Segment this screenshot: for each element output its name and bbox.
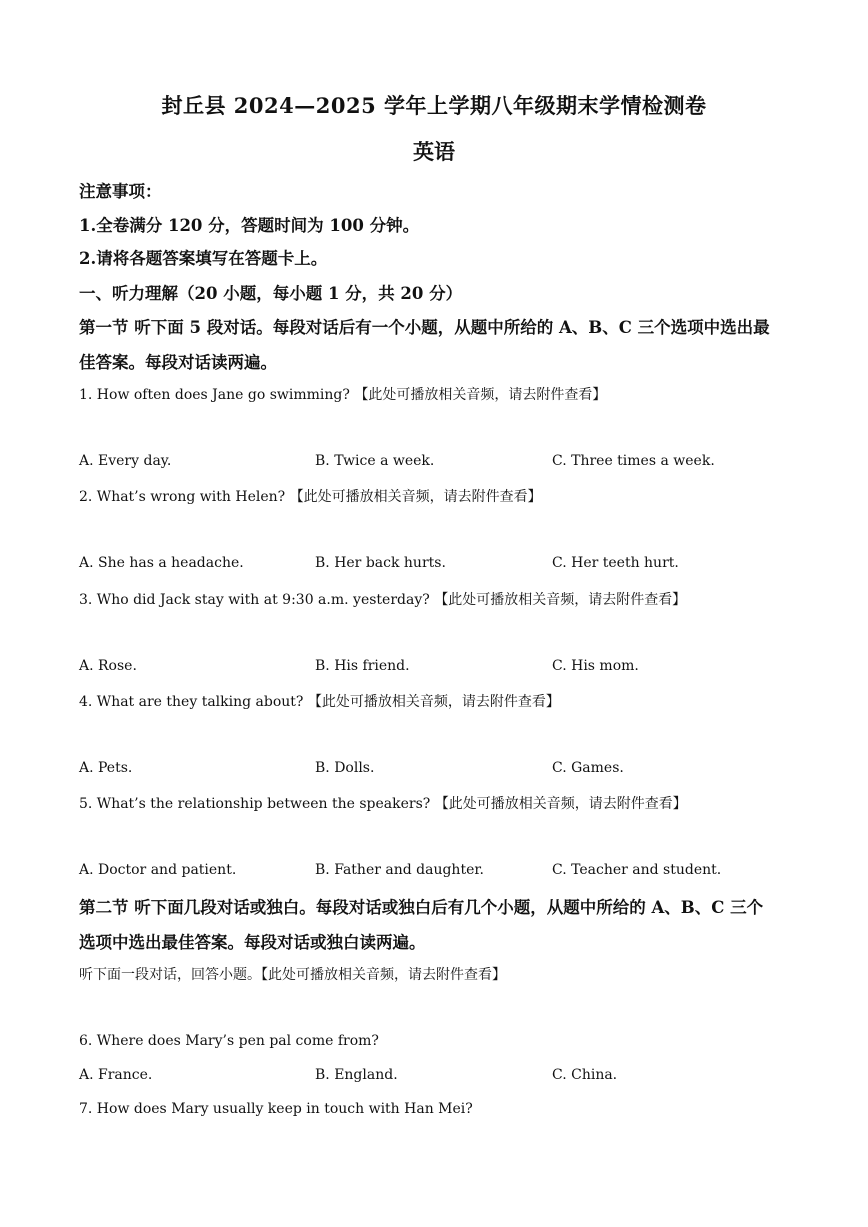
question-6-option-c: C. China. (552, 1067, 618, 1083)
notes-item-2: 2.请将各题答案填写在答题卡上。 (79, 249, 328, 268)
dialogue-prompt: 听下面一段对话，回答小题。【此处可播放相关音频，请去附件查看】 (79, 967, 506, 983)
question-5: 5. What’s the relationship between the speakers? 【此处可播放相关音频，请去附件查看】 (79, 796, 687, 812)
section2-instruction-line1: 第二节 听下面几段对话或独白。每段对话或独白后有几个小题，从题中所给的 A、B、C 三个 (79, 898, 764, 917)
question-1-option-a: A. Every day. (79, 453, 172, 469)
question-4: 4. What are they talking about? 【此处可播放相关音频，请去附件查看】 (79, 694, 560, 710)
question-3-option-a: A. Rose. (79, 658, 137, 674)
notes-heading: 注意事项： (79, 182, 162, 201)
question-3-option-c: C. His mom. (552, 658, 639, 674)
section1-instruction-line2: 佳答案。每段对话读两遍。 (79, 353, 277, 372)
section2-instruction-line2: 选项中选出最佳答案。每段对话或独白读两遍。 (79, 933, 426, 952)
question-5-option-c: C. Teacher and student. (552, 862, 722, 878)
question-3: 3. Who did Jack stay with at 9:30 a.m. yesterday? 【此处可播放相关音频，请去附件查看】 (79, 592, 687, 608)
question-5-option-a: A. Doctor and patient. (79, 862, 237, 878)
question-7: 7. How does Mary usually keep in touch with Han Mei? (79, 1101, 473, 1117)
question-6-option-b: B. England. (315, 1067, 398, 1083)
section1-instruction-line1: 第一节 听下面 5 段对话。每段对话后有一个小题，从题中所给的 A、B、C 三个选项中选出最 (79, 318, 770, 337)
question-1-option-c: C. Three times a week. (552, 453, 715, 469)
question-3-option-b: B. His friend. (315, 658, 410, 674)
notes-item-1: 1.全卷满分 120 分，答题时间为 100 分钟。 (79, 216, 420, 235)
question-2-option-a: A. She has a headache. (79, 555, 244, 571)
question-4-option-a: A. Pets. (79, 760, 133, 776)
question-6-option-a: A. France. (79, 1067, 153, 1083)
question-6: 6. Where does Mary’s pen pal come from? (79, 1033, 379, 1049)
question-2-option-b: B. Her back hurts. (315, 555, 446, 571)
question-4-option-b: B. Dolls. (315, 760, 375, 776)
question-1: 1. How often does Jane go swimming? 【此处可播放相关音频，请去附件查看】 (79, 387, 607, 403)
question-4-option-c: C. Games. (552, 760, 624, 776)
part1-heading: 一、听力理解（20 小题，每小题 1 分，共 20 分） (79, 284, 463, 303)
exam-title: 封丘县 2024—2025 学年上学期八年级期末学情检测卷 (161, 93, 707, 118)
question-2: 2. What’s wrong with Helen? 【此处可播放相关音频，请去附件查看】 (79, 489, 542, 505)
question-5-option-b: B. Father and daughter. (315, 862, 484, 878)
subject-title: 英语 (413, 139, 455, 164)
question-2-option-c: C. Her teeth hurt. (552, 555, 679, 571)
question-1-option-b: B. Twice a week. (315, 453, 435, 469)
